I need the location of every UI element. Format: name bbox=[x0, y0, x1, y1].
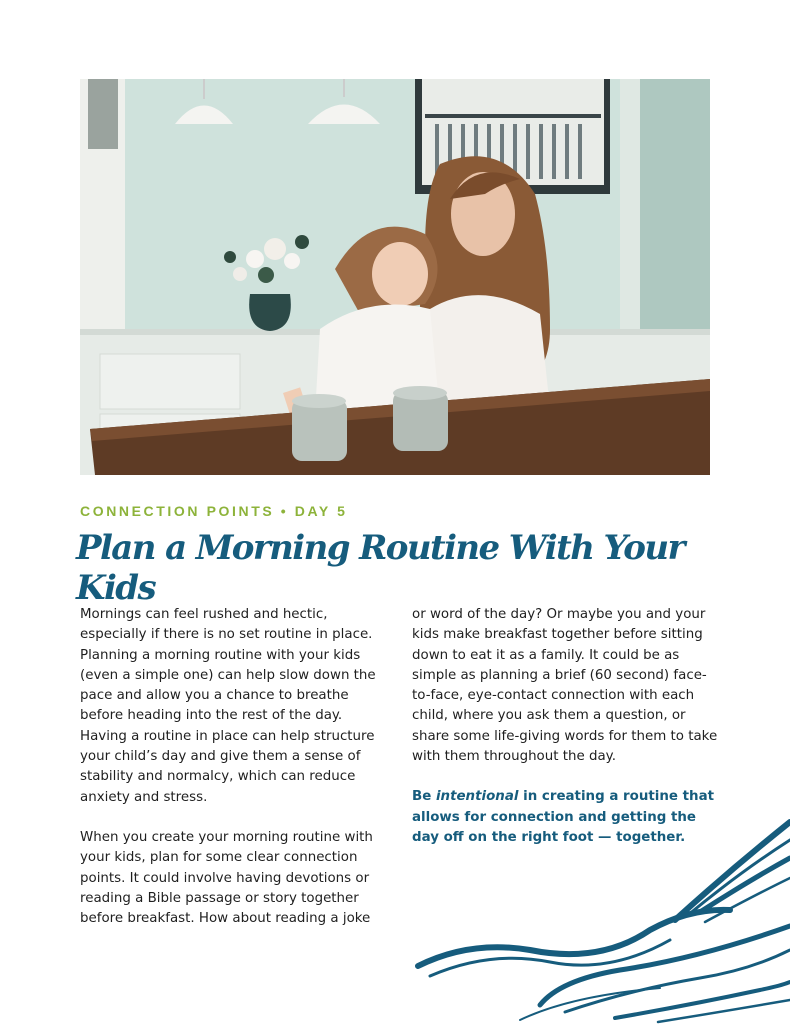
body-paragraph: Mornings can feel rushed and hectic, especially if there is no set routine in place. Planning a morning routine with your kids (even a simple one) can help slow down the pace and allow you a chance to breathe before heading into the rest of the day. Having a routine in place can help structure your child’s day and give them a sense of stability and normalcy, which can reduce anxiety and stress. bbox=[80, 607, 376, 805]
callout-text: Be intentional in creating a routine that allows for connection and getting the day off on the right foot — together. bbox=[412, 789, 715, 845]
callout-emphasis: intentional bbox=[435, 789, 519, 805]
left-column bbox=[80, 605, 390, 929]
section-kicker: CONNECTION POINTS • DAY 5 bbox=[80, 503, 348, 519]
brush-swoosh-decoration bbox=[400, 800, 790, 1024]
hero-photo bbox=[80, 79, 710, 475]
body-paragraph: When you create your morning routine with your kids, plan for some clear connection points. It could involve having devotions or reading a Bible passage or story together before breakfast. How about reading a joke bbox=[80, 829, 373, 927]
page-title: Plan a Morning Routine With Your Kids bbox=[76, 528, 684, 608]
body-paragraph: or word of the day? Or maybe you and your kids make breakfast together before sitting down to eat it as a family. It could be as simple as planning a brief (60 second) face-to-face, eye-contact connection with each child, where you ask them a question, or share some life-giving words for them to take with them throughout the day. bbox=[412, 607, 718, 765]
